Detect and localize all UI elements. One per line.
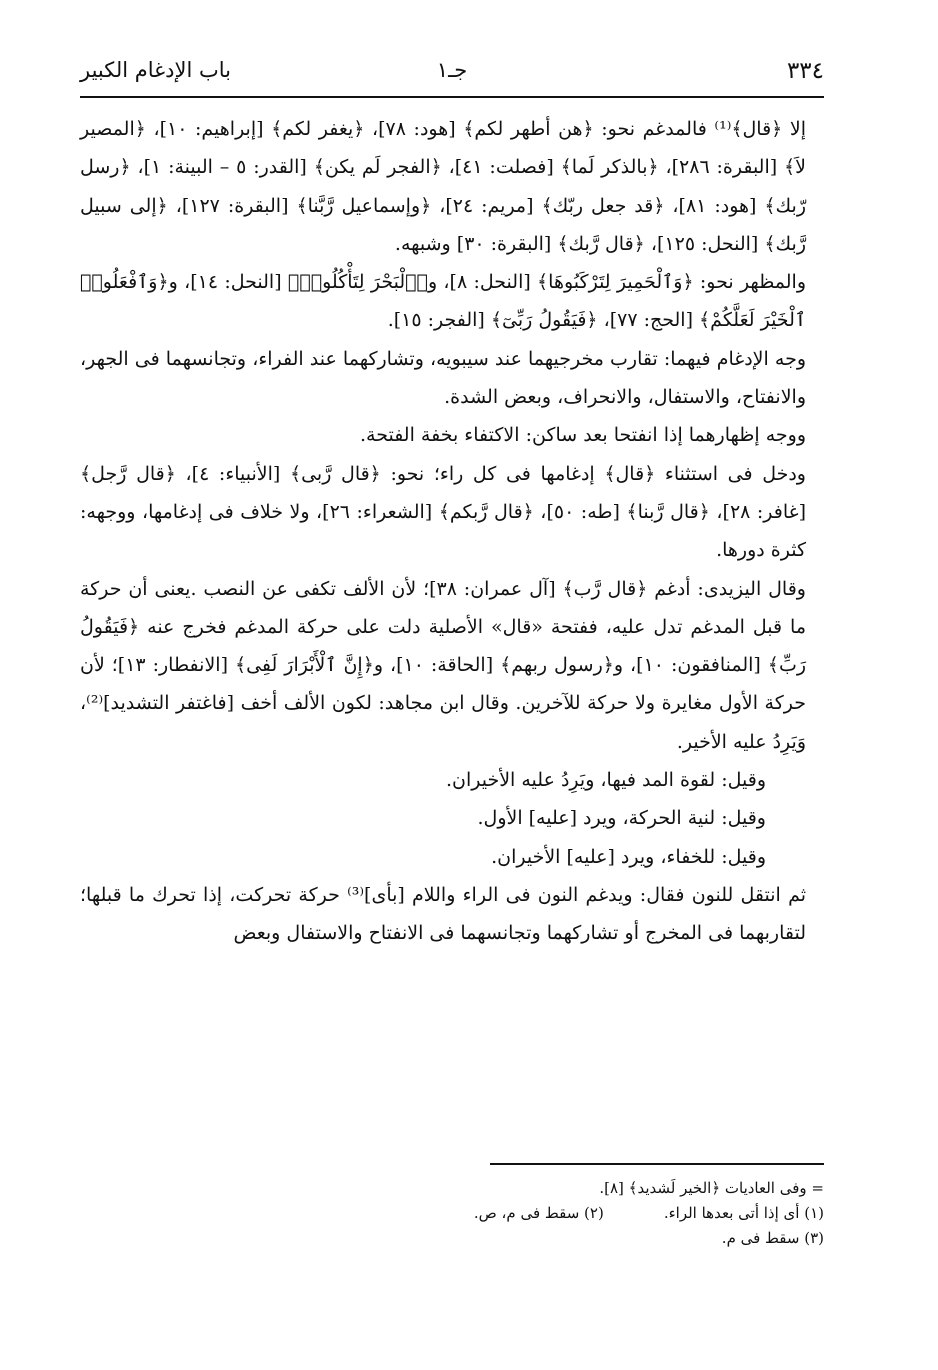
- page-number: ٣٣٤: [786, 58, 824, 84]
- paragraph-4: ووجه إظهارهما إذا انفتحا بعد ساكن: الاكتفاء بخفة الفتحة.: [359, 424, 806, 447]
- paragraph-7: وقيل: لقوة المد فيها، ويَرِدُ عليه الأخيران.: [445, 769, 766, 792]
- footnote-2: (٢) سقط فى م، ص.: [473, 1204, 604, 1222]
- paragraph-8: وقيل: لنية الحركة، ويرد [عليه] الأول.: [477, 807, 766, 830]
- footnote-3: (٣) سقط فى م.: [721, 1229, 824, 1247]
- footnotes: [80, 1176, 824, 1251]
- paragraph-3: وجه الإدغام فيهما: تقارب مخرجيهما عند سيبويه، وتشاركهما عند الفراء، وتجانسهما فى الجهر، والانفتاح، والاستفال، والانحراف، وبعض الشدة.: [80, 347, 806, 409]
- paragraph-1: إلا ﴿قال﴾⁽¹⁾ فالمدغم نحو: ﴿هن أطهر لكم﴾ [هود: ٧٨]، ﴿يغفر لكم﴾ [إبراهيم: ١٠]، ﴿المصير لاَ﴾ [البقرة: ٢٨٦]، ﴿بالذكر لَما﴾ [فصلت: ٤١]، ﴿الفجر لَم يكن﴾ [القدر: ٥ – البينة: ١]، ﴿رسل رّبك﴾ [هود: ٨١]، ﴿قد جعل ربّك﴾ [مريم: ٢٤]، ﴿وإسماعيل رَّبَّنا﴾ [البقرة: ١٢٧]، ﴿إلى سبيل رَّبك﴾ [النحل: ١٢٥]، ﴿قال رَّبك﴾ [البقرة: ٣٠] وشبهه.: [80, 118, 807, 255]
- footnote-row: [80, 1201, 824, 1226]
- running-header: [80, 52, 824, 96]
- paragraph-9: وقيل: للخفاء، ويرد [عليه] الأخيران.: [491, 845, 766, 868]
- header-rule: [80, 96, 824, 98]
- volume-label: جـ١: [436, 58, 468, 82]
- paragraph-6: وقال اليزيدى: أدغم ﴿قال رَّب﴾ [آل عمران: ٣٨]؛ لأن الألف تكفى عن النصب .يعنى أن حركة ما قبل المدغم تدل عليه، ففتحة «قال» الأصلية دلت على حركة المدغم فخرج عنه ﴿فَيَقُولُ رَبِّ﴾ [المنافقون: ١٠]، و﴿رسول ربهم﴾ [الحاقة: ١٠]، و﴿إِنَّ ٱلْأَبْرَارَ لَفِى﴾ [الانفطار: ١٣]؛ لأن حركة الأول مغايرة ولا حركة للآخرين. وقال ابن مجاهد: لكون الألف أخف [فاغتفر التشديد]⁽²⁾، وَيَرِدُ عليه الأخير.: [80, 577, 806, 753]
- paragraph-2: والمظهر نحو: ﴿وَٱلْحَمِيرَ لِتَرْكَبُوهَا﴾ [النحل: ٨]، و﴿ٱلْبَحْرَ لِتَأْكُلُوا۟﴾ [النحل: ١٤]، و﴿وَٱفْعَلُوا۟ ٱلْخَيْرَ لَعَلَّكُمْ﴾ [الحج: ٧٧]، ﴿فَيَقُولُ رَبِّىٓ﴾ [الفجر: ١٥].: [80, 271, 807, 332]
- main-text: [80, 110, 824, 953]
- footnote-continued: = وفى العاديات ﴿الخير لَشديد﴾ [٨].: [599, 1179, 824, 1197]
- footnote-1: (١) أى إذا أتى بعدها الراء.: [663, 1204, 824, 1222]
- chapter-title: باب الإدغام الكبير: [80, 58, 231, 82]
- footnote-rule: [490, 1163, 824, 1165]
- paragraph-10: ثم انتقل للنون فقال: ويدغم النون فى الراء واللام [بأى]⁽³⁾ حركة تحركت، إذا تحرك ما قبلها؛ لتقاربهما فى المخرج أو تشاركهما وتجانسهما فى الانفتاح والاستفال وبعض: [80, 883, 806, 945]
- paragraph-5: ودخل فى استثناء ﴿قال﴾ إدغامها فى كل راء؛ نحو: ﴿قال رَّبى﴾ [الأنبياء: ٤]، ﴿قال رَّجل﴾ [غافر: ٢٨]، ﴿قال رَّبنا﴾ [طه: ٥٠]، ﴿قال رَّبكم﴾ [الشعراء: ٢٦]، ولا خلاف فى إدغامها، ووجهه: كثرة دورها.: [80, 462, 806, 562]
